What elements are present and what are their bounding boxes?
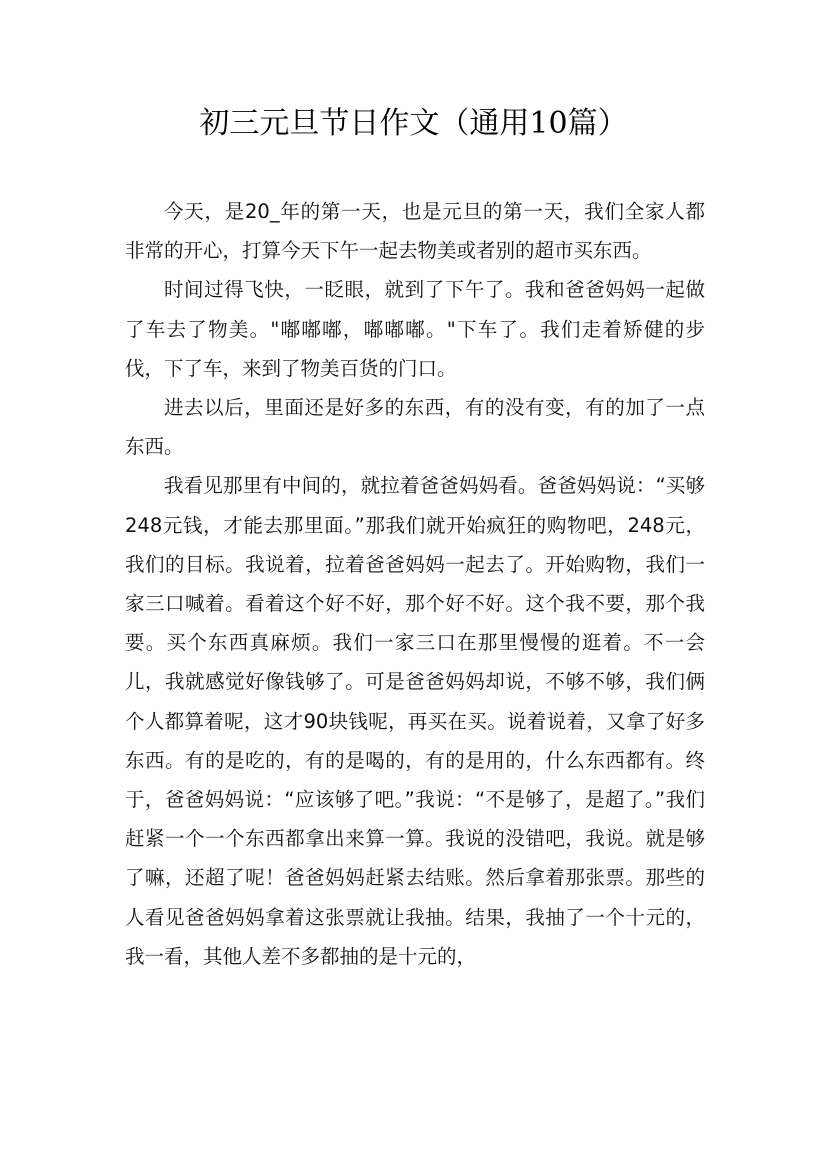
paragraph: 时间过得飞快，一眨眼，就到了下午了。我和爸爸妈妈一起做了车去了物美。"嘟嘟嘟，嘟嘟嘟。"下车了。我们走着矫健的步伐，下了车，来到了物美百货的门口。 bbox=[125, 278, 705, 380]
document-body bbox=[125, 192, 705, 976]
document-title: 初三元旦节日作文（通用10篇） bbox=[199, 106, 628, 141]
paragraph: 我看见那里有中间的，就拉着爸爸妈妈看。爸爸妈妈说：“买够248元钱，才能去那里面。”那我们就开始疯狂的购物吧，248元，我们的目标。我说着，拉着爸爸妈妈一起去了。开始购物，我们一家三口喊着。看着这个好不好，那个好不好。这个我不要，那个我要。买个东西真麻烦。我们一家三口在那里慢慢的逛着。不一会儿，我就感觉好像钱够了。可是爸爸妈妈却说，不够不够，我们俩个人都算着呢，这才90块钱呢，再买在买。说着说着，又拿了好多东西。有的是吃的，有的是喝的，有的是用的，什么东西都有。终于，爸爸妈妈说：“应该够了吧。”我说：“不是够了，是超了。”我们赶紧一个一个东西都拿出来算一算。我说的没错吧，我说。就是够了嘛，还超了呢！爸爸妈妈赶紧去结账。然后拿着那张票。那些的人看见爸爸妈妈拿着这张票就让我抽。结果，我抽了一个十元的，我一看，其他人差不多都抽的是十元的， bbox=[125, 474, 705, 968]
paragraph: 进去以后，里面还是好多的东西，有的没有变，有的加了一点东西。 bbox=[125, 396, 705, 459]
paragraph: 今天，是20_年的第一天，也是元旦的第一天，我们全家人都非常的开心，打算今天下午一起去物美或者别的超市买东西。 bbox=[125, 200, 705, 263]
